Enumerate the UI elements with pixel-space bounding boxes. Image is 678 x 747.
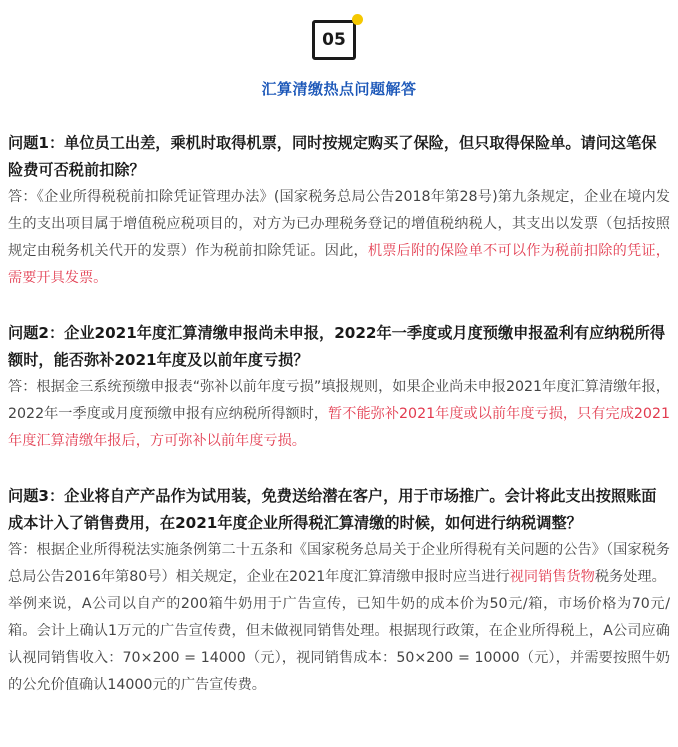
answer-2-highlight: 暂不能弥补2021年度或以前年度亏损，只有完成2021年度汇算清缴年报后，方可弥补以前年度亏损。: [8, 406, 670, 449]
section-number-badge: [312, 14, 364, 62]
answer-3-suffix: 税务处理。: [594, 569, 666, 585]
spacer: [8, 455, 670, 483]
answer-3-highlight: 视同销售货物: [509, 569, 595, 585]
answer-1-text: 答：《企业所得税税前扣除凭证管理办法》(国家税务总局公告2018年第28号)第九条规定，企业在境内发生的支出项目属于增值税应税项目的，对方为已办理税务登记的增值税纳税人，其支出以发票（包括按照规定由税务机关代开的发票）作为税前扣除凭证。因此，: [8, 189, 670, 259]
question-1: 问题1：单位员工出差，乘机时取得机票，同时按规定购买了保险，但只取得保险单。请问这笔保险费可否税前扣除？: [8, 134, 657, 179]
qa-content: [8, 130, 670, 699]
answer-1-highlight: 机票后附的保险单不可以作为税前扣除的凭证，需要开具发票。: [8, 243, 670, 286]
badge-dot-icon: [352, 14, 363, 25]
answer-2-text: 答：根据金三系统预缴申报表“弥补以前年度亏损”填报规则，如果企业尚未申报2021年度汇算清缴年报，2022年一季度或月度预缴申报有应纳税所得额时，: [8, 379, 670, 422]
answer-2: [8, 374, 670, 455]
answer-3: [8, 537, 670, 591]
spacer: [8, 292, 670, 320]
answer-3-prefix: 答：根据企业所得税法实施条例第二十五条和《国家税务总局关于企业所得税有关问题的公告》（国家税务总局公告2016年第80号）相关规定，企业在2021年度汇算清缴申报时应当进行: [8, 542, 670, 585]
answer-3-example: 举例来说，A公司以自产的200箱牛奶用于广告宣传，已知牛奶的成本价为50元/箱，市场价格为70元/箱。会计上确认1万元的广告宣传费，但未做视同销售处理。根据现行政策，在企业所得税上，A公司应确认视同销售收入：70×200 = 14000（元），视同销售成本：50×200 = 10000（元），并需要按照牛奶的公允价值确认14000元的广告宣传费。: [8, 596, 670, 693]
section-title: 汇算清缴热点问题解答: [261, 80, 417, 98]
badge-number: 05: [312, 20, 356, 60]
question-3: 问题3：企业将自产产品作为试用装，免费送给潜在客户，用于市场推广。会计将此支出按照账面成本计入了销售费用，在2021年度企业所得税汇算清缴的时候，如何进行纳税调整？: [8, 487, 657, 532]
answer-1: [8, 184, 670, 292]
question-2: 问题2：企业2021年度汇算清缴申报尚未申报，2022年一季度或月度预缴申报盈利有应纳税所得额时，能否弥补2021年度及以前年度亏损？: [8, 324, 666, 369]
